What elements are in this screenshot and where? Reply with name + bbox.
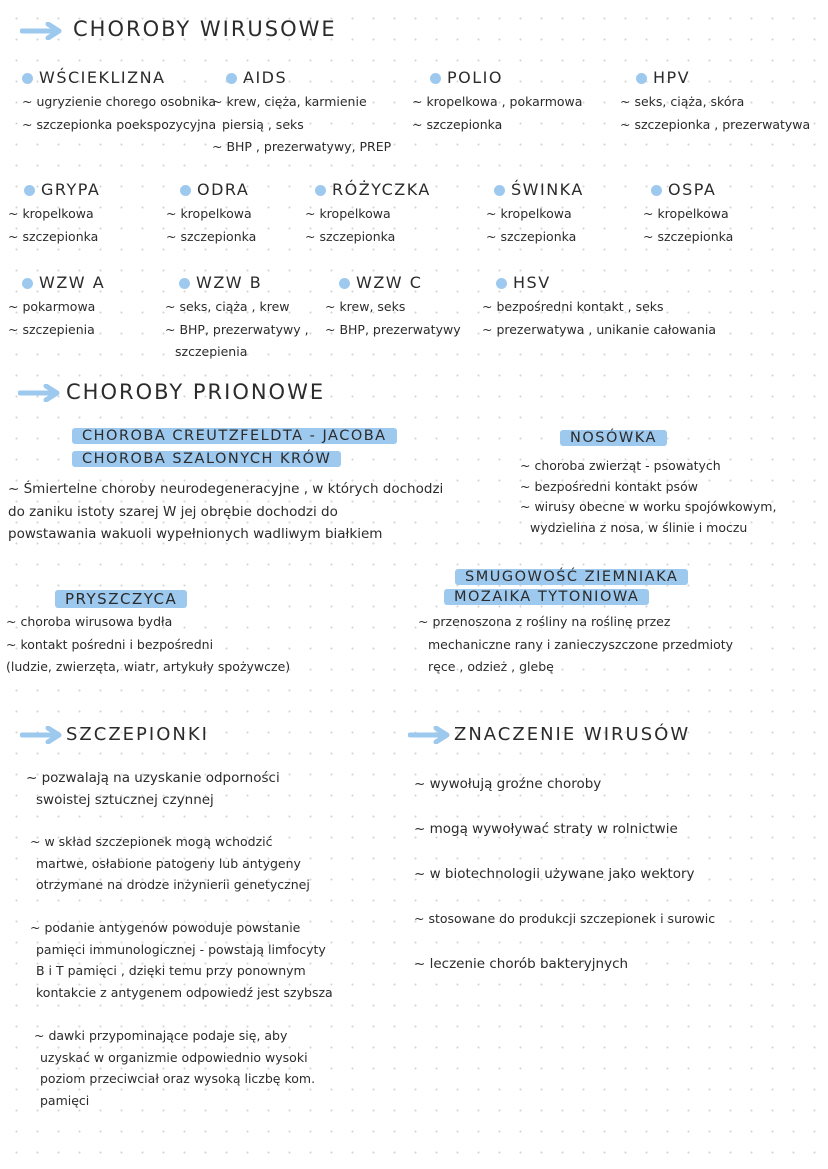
highlighted-title: CHOROBA SZALONYCH KRÓW xyxy=(72,451,341,467)
disease-line: ~ kropelkowa xyxy=(8,206,94,221)
importance-item: ~ mogą wywoływać straty w rolnictwie xyxy=(414,821,678,837)
disease-line: ~ BHP, prezerwatywy xyxy=(325,321,461,337)
vaccine-line: martwe, osłabione patogeny lub antygeny xyxy=(36,855,301,871)
pryszczyca-description xyxy=(6,616,290,674)
blue-dot-icon xyxy=(315,185,326,196)
description-line: ręce , odzież , glebę xyxy=(428,659,554,674)
disease-line: ~ BHP , prezerwatywy, PREP xyxy=(212,139,392,154)
disease-line: ~ krew, seks xyxy=(325,299,406,314)
disease-wzwc xyxy=(325,273,461,336)
highlighted-title: SMUGOWOŚĆ ZIEMNIAKA xyxy=(455,569,688,585)
disease-line: ~ seks, ciąża, skóra xyxy=(620,94,745,109)
highlighted-title: NOSÓWKA xyxy=(560,430,667,446)
disease-wzwb xyxy=(165,273,309,359)
disease-line: ~ kropelkowa xyxy=(305,206,391,221)
pryszczyca-title xyxy=(55,590,187,608)
disease-polio xyxy=(412,68,582,131)
description-line: powstawania wakuoli wypełnionych wadliwym białkiem xyxy=(8,526,383,542)
disease-line: ~ szczepionka poekspozycyjna xyxy=(22,116,217,132)
vaccine-line: pamięci immunologicznej - powstają limfocyty xyxy=(36,941,326,957)
importance-item: ~ leczenie chorób bakteryjnych xyxy=(414,956,629,972)
section-title-viral: CHOROBY WIRUSOWE xyxy=(73,17,337,41)
disease-ospa xyxy=(643,180,733,243)
disease-grypa xyxy=(8,180,100,243)
arrow-right-icon xyxy=(20,22,64,40)
mozaika-title xyxy=(444,589,649,605)
vaccine-line: poziom przeciwciał oraz wysoką liczbę kom. xyxy=(40,1071,316,1086)
section-title-prion: CHOROBY PRIONOWE xyxy=(66,380,326,404)
blue-dot-icon xyxy=(494,185,505,196)
description-line: ~ wirusy obecne w worku spojówkowym, xyxy=(520,499,777,514)
disease-line: ~ szczepionka xyxy=(412,116,503,132)
disease-line: ~ szczepienia xyxy=(8,321,95,337)
vaccine-point-1 xyxy=(26,772,280,807)
description-line: do zaniku istoty szarej W jej obrębie dochodzi do xyxy=(8,503,338,520)
disease-line: ~ krew, cięża, karmienie xyxy=(212,94,367,109)
disease-title: HSV xyxy=(513,273,551,292)
blue-dot-icon xyxy=(226,73,237,84)
description-line: (ludzie, zwierzęta, wiatr, artykuły spożywcze) xyxy=(6,659,291,674)
disease-line: ~ szczepionka xyxy=(166,228,257,244)
disease-odra xyxy=(166,180,256,243)
disease-rozyczka xyxy=(305,180,431,243)
section-title-vaccines: SZCZEPIONKI xyxy=(66,724,209,745)
disease-line: szczepienia xyxy=(175,344,248,359)
disease-line: ~ kropelkowa xyxy=(486,206,572,221)
disease-hsv xyxy=(482,273,716,336)
disease-title: POLIO xyxy=(447,68,503,87)
disease-line: ~ pokarmowa xyxy=(8,299,96,314)
disease-title: GRYPA xyxy=(41,180,101,199)
highlighted-title: MOZAIKA TYTONIOWA xyxy=(444,589,649,605)
disease-title: WZW C xyxy=(356,273,423,292)
disease-line: ~ seks, ciąża , krew xyxy=(165,299,290,314)
nosowka-title xyxy=(560,430,667,446)
blue-dot-icon xyxy=(179,278,190,289)
vaccine-point-4 xyxy=(34,1030,315,1107)
vaccine-point-2 xyxy=(30,836,310,892)
vaccine-line: ~ podanie antygenów powoduje powstanie xyxy=(30,920,301,935)
disease-wscieklizna xyxy=(22,68,216,131)
blue-dot-icon xyxy=(496,278,507,289)
disease-title: ODRA xyxy=(197,180,250,199)
description-line: ~ kontakt pośredni i bezpośredni xyxy=(6,636,214,652)
disease-line: ~ prezerwatywa , unikanie całowania xyxy=(482,321,717,337)
vaccine-line: kontakcie z antygenem odpowiedź jest szybsza xyxy=(36,984,333,1000)
blue-dot-icon xyxy=(339,278,350,289)
vaccine-line: pamięci xyxy=(40,1092,90,1108)
disease-title: WŚCIEKLIZNA xyxy=(39,68,166,87)
disease-line: ~ szczepionka xyxy=(305,228,396,244)
vaccine-line: ~ dawki przypominające podaje się, aby xyxy=(34,1028,288,1043)
vaccine-line: otrzymane na drodze inżynierii genetycznej xyxy=(36,877,310,892)
disease-title: HPV xyxy=(653,68,691,87)
highlighted-title: PRYSZCZYCA xyxy=(55,590,187,608)
arrow-right-icon xyxy=(18,384,62,402)
disease-title: AIDS xyxy=(243,68,288,87)
disease-line: ~ szczepionka xyxy=(486,228,577,244)
vaccine-line: uzyskać w organizmie odpowiednio wysoki xyxy=(40,1049,308,1065)
disease-line: ~ kropelkowa xyxy=(643,206,729,221)
description-line: wydzielina z nosa, w ślinie i moczu xyxy=(530,519,748,535)
cjd-title xyxy=(72,428,397,444)
nosowka-description xyxy=(520,460,776,534)
blue-dot-icon xyxy=(24,185,35,196)
disease-line: ~ ugryzienie chorego osobnika xyxy=(22,94,216,109)
blue-dot-icon xyxy=(180,185,191,196)
disease-line: piersią , seks xyxy=(222,116,304,132)
importance-item: ~ stosowane do produkcji szczepionek i surowic xyxy=(414,911,716,926)
disease-aids xyxy=(212,68,391,154)
bse-title xyxy=(72,451,341,467)
smugowosc-description xyxy=(418,616,733,674)
arrow-right-icon xyxy=(20,726,64,744)
disease-title: OSPA xyxy=(668,180,717,199)
disease-wzwa xyxy=(8,273,105,336)
vaccine-line: ~ pozwalają na uzyskanie odporności xyxy=(26,770,280,786)
description-line: ~ choroba wirusowa bydła xyxy=(6,614,173,629)
vaccine-line: swoistej sztucznej czynnej xyxy=(36,791,214,808)
blue-dot-icon xyxy=(22,278,33,289)
blue-dot-icon xyxy=(22,73,33,84)
highlighted-title: CHOROBA CREUTZFELDTA - JACOBA xyxy=(72,428,397,444)
cjd-description xyxy=(8,483,443,542)
disease-title: ŚWINKA xyxy=(511,180,584,199)
description-line: ~ przenoszona z rośliny na roślinę przez xyxy=(418,614,671,629)
disease-line: ~ bezpośredni kontakt , seks xyxy=(482,299,664,314)
section-title-importance: ZNACZENIE WIRUSÓW xyxy=(454,724,691,745)
description-line: ~ bezpośredni kontakt psów xyxy=(520,478,698,494)
description-line: ~ choroba zwierząt - psowatych xyxy=(520,458,721,473)
disease-title: WZW B xyxy=(196,273,263,292)
blue-dot-icon xyxy=(430,73,441,84)
disease-line: ~ szczepionka xyxy=(643,228,734,244)
smugowosc-title xyxy=(455,569,688,585)
disease-line: ~ szczepionka , prezerwatywa xyxy=(620,116,811,132)
disease-line: ~ kropelkowa , pokarmowa xyxy=(412,94,583,109)
vaccine-line: ~ w skład szczepionek mogą wchodzić xyxy=(30,834,273,849)
disease-hpv xyxy=(620,68,810,131)
importance-item: ~ w biotechnologii używane jako wektory xyxy=(414,866,695,882)
disease-title: RÓŻYCZKA xyxy=(332,180,431,199)
blue-dot-icon xyxy=(651,185,662,196)
disease-swinka xyxy=(486,180,584,243)
description-line: ~ Śmiertelne choroby neurodegeneracyjne , w których dochodzi xyxy=(8,481,444,497)
disease-title: WZW A xyxy=(39,273,106,292)
vaccine-line: B i T pamięci , dzięki temu przy ponownym xyxy=(36,963,306,978)
importance-item: ~ wywołują groźne choroby xyxy=(414,776,602,792)
blue-dot-icon xyxy=(636,73,647,84)
description-line: mechaniczne rany i zanieczyszczone przedmioty xyxy=(428,636,734,652)
disease-line: ~ kropelkowa xyxy=(166,206,252,221)
disease-line: ~ BHP, prezerwatywy , xyxy=(165,321,309,337)
vaccine-point-3 xyxy=(30,922,333,999)
disease-line: ~ szczepionka xyxy=(8,228,99,244)
arrow-right-icon xyxy=(408,726,452,744)
